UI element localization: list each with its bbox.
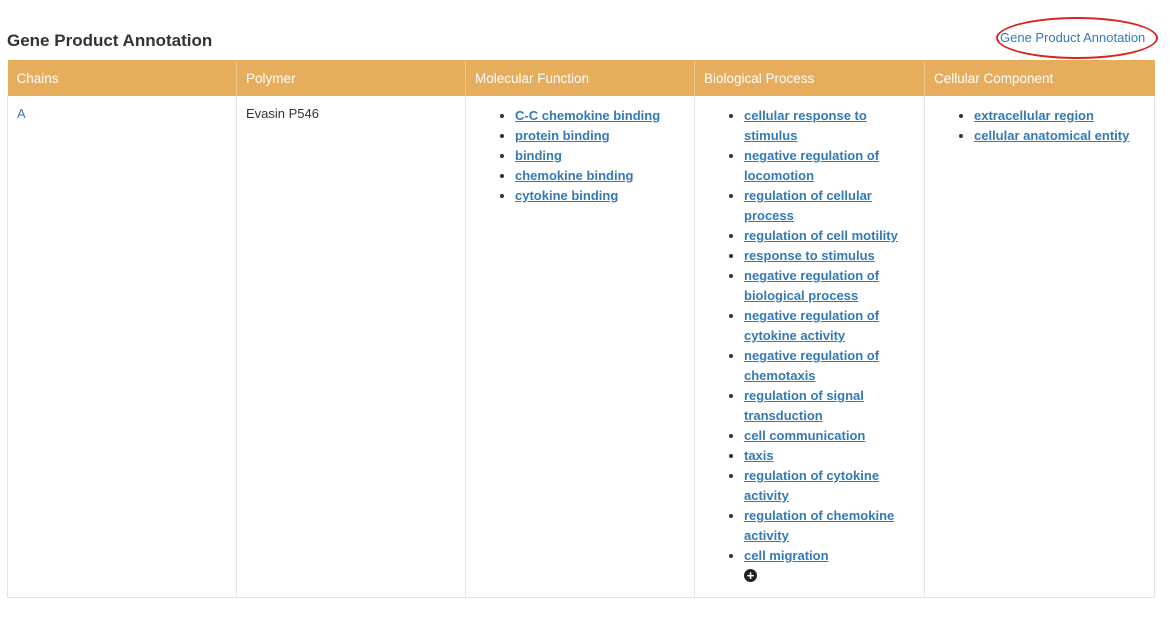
list-item bbox=[744, 246, 915, 266]
term-link[interactable]: chemokine binding bbox=[515, 168, 634, 183]
list-item bbox=[744, 546, 915, 566]
biological-process-cell bbox=[695, 96, 925, 598]
term-link[interactable]: regulation of cell motility bbox=[744, 228, 898, 243]
list-item bbox=[515, 166, 685, 186]
list-item bbox=[744, 346, 915, 386]
term-link[interactable]: taxis bbox=[744, 448, 774, 463]
list-item bbox=[515, 186, 685, 206]
term-link[interactable]: cytokine binding bbox=[515, 188, 619, 203]
chain-link[interactable]: A bbox=[17, 106, 26, 121]
list-item bbox=[744, 386, 915, 426]
table-row bbox=[8, 96, 1155, 598]
polymer-cell: Evasin P546 bbox=[237, 96, 466, 598]
term-link[interactable]: negative regulation of locomotion bbox=[744, 148, 880, 183]
term-link[interactable]: negative regulation of cytokine activity bbox=[744, 308, 880, 343]
list-item bbox=[974, 126, 1145, 146]
list-item bbox=[744, 446, 915, 466]
term-link[interactable]: negative regulation of biological process bbox=[744, 268, 880, 303]
term-link[interactable]: cell migration bbox=[744, 548, 829, 563]
list-item bbox=[744, 466, 915, 506]
list-item bbox=[515, 106, 685, 126]
column-header-polymer: Polymer bbox=[237, 60, 466, 96]
chain-cell bbox=[8, 96, 237, 598]
list-item bbox=[744, 266, 915, 306]
term-link[interactable]: regulation of chemokine activity bbox=[744, 508, 895, 543]
term-link[interactable]: protein binding bbox=[515, 128, 610, 143]
column-header-cellular-component: Cellular Component bbox=[925, 60, 1155, 96]
term-link[interactable]: binding bbox=[515, 148, 562, 163]
table-header-row bbox=[8, 60, 1155, 96]
list-item bbox=[515, 146, 685, 166]
term-link[interactable]: response to stimulus bbox=[744, 248, 875, 263]
list-item bbox=[744, 226, 915, 246]
molecular-function-cell bbox=[466, 96, 695, 598]
term-link[interactable]: cellular anatomical entity bbox=[974, 128, 1130, 143]
list-item bbox=[744, 106, 915, 146]
term-link[interactable]: regulation of cellular process bbox=[744, 188, 872, 223]
annotation-table bbox=[7, 60, 1155, 598]
term-link[interactable]: cell communication bbox=[744, 428, 866, 443]
term-link[interactable]: cellular response to stimulus bbox=[744, 108, 867, 143]
term-link[interactable]: C-C chemokine binding bbox=[515, 108, 661, 123]
column-header-chains: Chains bbox=[8, 60, 237, 96]
list-item bbox=[744, 506, 915, 546]
column-header-molecular-function: Molecular Function bbox=[466, 60, 695, 96]
column-header-biological-process: Biological Process bbox=[695, 60, 925, 96]
term-link[interactable]: regulation of cytokine activity bbox=[744, 468, 880, 503]
list-item bbox=[744, 426, 915, 446]
biological-process-list bbox=[704, 106, 915, 566]
page-title: Gene Product Annotation bbox=[7, 31, 213, 50]
term-link[interactable]: regulation of signal transduction bbox=[744, 388, 864, 423]
term-link[interactable]: negative regulation of chemotaxis bbox=[744, 348, 880, 383]
plus-circle-icon[interactable]: + bbox=[744, 569, 757, 582]
list-item bbox=[974, 106, 1145, 126]
list-item bbox=[744, 146, 915, 186]
cellular-component-cell bbox=[925, 96, 1155, 598]
list-item bbox=[515, 126, 685, 146]
gene-product-annotation-link[interactable]: Gene Product Annotation bbox=[1000, 30, 1146, 45]
list-item bbox=[744, 186, 915, 226]
list-item bbox=[744, 306, 915, 346]
molecular-function-list bbox=[475, 106, 685, 206]
term-link[interactable]: extracellular region bbox=[974, 108, 1094, 123]
cellular-component-list bbox=[934, 106, 1145, 146]
